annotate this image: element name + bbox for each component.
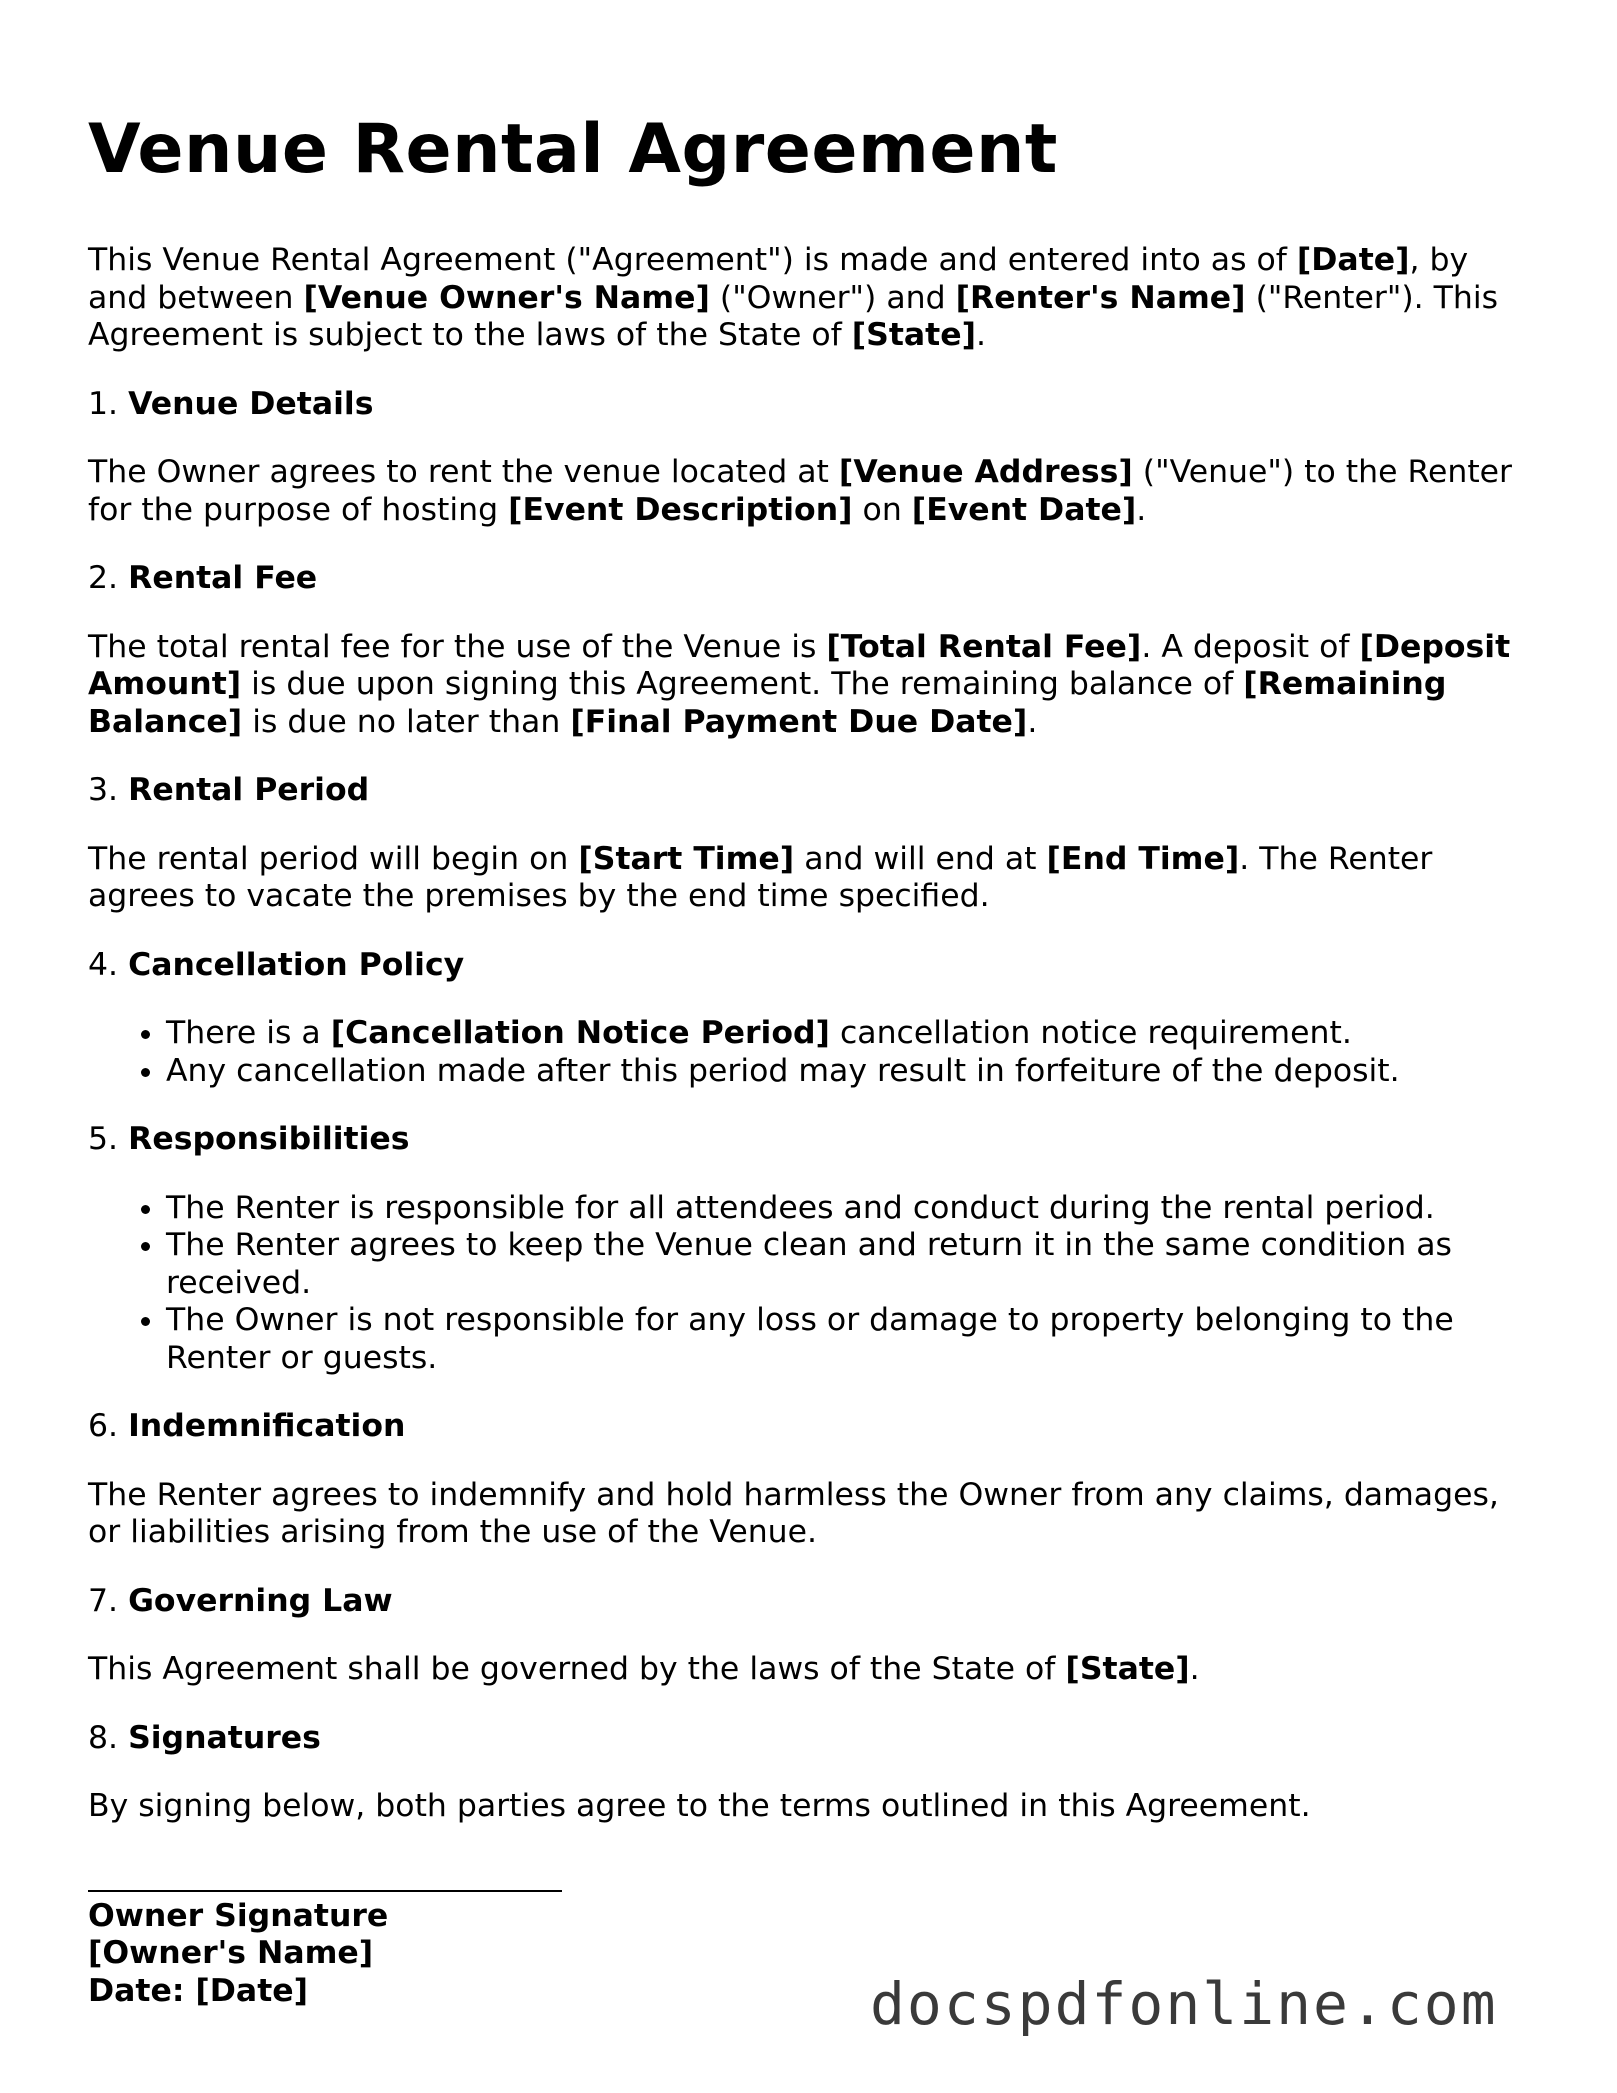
intro-text-4: ("Renter"). This Agreement is subject to the laws of the State of <box>88 279 1499 353</box>
intro-text-3: ("Owner") and <box>709 279 956 316</box>
text-span: The rental period will begin on <box>88 840 579 877</box>
section-title: Signatures <box>128 1719 321 1756</box>
cancellation-notice-period-placeholder: [Cancellation Notice Period] <box>330 1015 830 1051</box>
event-date-placeholder: [Event Date] <box>911 491 1137 528</box>
intro-text-2: , by and between <box>88 242 1469 316</box>
section-number: 3. <box>88 772 119 808</box>
section-title: Rental Period <box>128 772 370 808</box>
section-heading-signatures <box>88 1720 1528 1758</box>
responsibilities-list <box>88 1190 1528 1378</box>
intro-date-placeholder: [Date] <box>1296 242 1410 278</box>
owner-name-placeholder: [Owner's Name] <box>88 1935 374 1971</box>
cancellation-policy-list <box>88 1015 1528 1090</box>
intro-renter-placeholder: [Renter's Name] <box>955 279 1246 316</box>
section-number: 7. <box>88 1582 119 1619</box>
intro-paragraph <box>88 242 1528 355</box>
section-venue-details-text <box>88 454 1528 529</box>
signature-line <box>88 1864 562 1892</box>
section-governing-law-text <box>88 1651 1528 1689</box>
text-span: . The Renter agrees to vacate the premises by the end time specified. <box>88 840 1433 914</box>
signature-label: Owner Signature <box>88 1897 389 1934</box>
text-span: . <box>1136 491 1147 528</box>
section-title: Venue Details <box>128 385 374 422</box>
text-span: is due no later than <box>242 703 571 740</box>
section-heading-governing-law <box>88 1583 1528 1621</box>
text-span: cancellation notice requirement. <box>829 1015 1352 1051</box>
section-title: Responsibilities <box>128 1121 410 1157</box>
section-signatures-text: By signing below, both parties agree to the terms outlined in this Agreement. <box>88 1788 1311 1824</box>
section-heading-rental-period <box>88 772 1528 810</box>
text-span: There is a <box>166 1015 331 1051</box>
end-time-placeholder: [End Time] <box>1046 840 1240 877</box>
section-number: 8. <box>88 1719 119 1756</box>
text-span: The Owner agrees to rent the venue located at <box>88 454 839 490</box>
list-item: • The Renter is responsible for all attendees and conduct during the rental period. <box>166 1190 1528 1228</box>
section-title: Rental Fee <box>128 560 318 596</box>
state-placeholder: [State] <box>1065 1651 1190 1687</box>
list-item: • The Owner is not responsible for any loss or damage to property belonging to the Renter or guests. <box>166 1302 1528 1377</box>
text-span: . A deposit of <box>1141 628 1360 665</box>
intro-text-1: This Venue Rental Agreement ("Agreement") is made and entered into as of <box>88 242 1297 278</box>
section-heading-indemnification <box>88 1408 1528 1446</box>
section-rental-period-text <box>88 841 1528 916</box>
section-title: Cancellation Policy <box>128 946 465 983</box>
text-span: The total rental fee for the use of the Venue is <box>88 628 827 665</box>
intro-state-placeholder: [State] <box>851 317 976 353</box>
text-span: is due upon signing this Agreement. The remaining balance of <box>241 666 1244 702</box>
document-page <box>88 100 1528 2010</box>
section-number: 4. <box>88 946 119 983</box>
list-item <box>166 1015 1528 1053</box>
text-span: on <box>852 491 912 528</box>
section-title: Indemnification <box>128 1408 406 1444</box>
intro-owner-placeholder: [Venue Owner's Name] <box>303 279 710 316</box>
text-span: ("Venue") to the Renter for the purpose of hosting <box>88 454 1513 528</box>
section-number: 5. <box>88 1121 119 1157</box>
section-number: 2. <box>88 560 119 596</box>
section-number: 6. <box>88 1408 119 1444</box>
start-time-placeholder: [Start Time] <box>578 840 795 877</box>
deposit-amount-placeholder: [Deposit Amount] <box>88 628 1511 702</box>
remaining-balance-placeholder: [Remaining Balance] <box>88 666 1447 740</box>
signature-date: Date: [Date] <box>88 1972 309 2009</box>
section-heading-rental-fee <box>88 560 1528 598</box>
intro-text-5: . <box>975 317 986 353</box>
document-title: Venue Rental Agreement <box>88 110 1058 189</box>
event-description-placeholder: [Event Description] <box>508 491 853 528</box>
watermark: docspdfonline.com <box>870 1970 1498 2038</box>
section-title: Governing Law <box>128 1582 393 1619</box>
section-indemnification-text: The Renter agrees to indemnify and hold harmless the Owner from any claims, damages, or liabilities arising from the use of the Venue. <box>88 1476 1499 1550</box>
venue-address-placeholder: [Venue Address] <box>838 454 1133 490</box>
section-heading-responsibilities <box>88 1121 1528 1159</box>
list-item: • Any cancellation made after this period may result in forfeiture of the deposit. <box>166 1053 1528 1091</box>
total-rental-fee-placeholder: [Total Rental Fee] <box>826 628 1142 665</box>
text-span: and will end at <box>794 840 1047 877</box>
text-span: . <box>1027 703 1038 740</box>
section-rental-fee-text <box>88 629 1528 742</box>
text-span: . <box>1189 1651 1200 1687</box>
text-span: This Agreement shall be governed by the laws of the State of <box>88 1651 1066 1687</box>
list-item: • The Renter agrees to keep the Venue clean and return it in the same condition as received. <box>166 1227 1528 1302</box>
section-heading-venue-details <box>88 386 1528 424</box>
section-number: 1. <box>88 385 119 422</box>
section-heading-cancellation-policy <box>88 947 1528 985</box>
final-payment-date-placeholder: [Final Payment Due Date] <box>570 703 1028 740</box>
